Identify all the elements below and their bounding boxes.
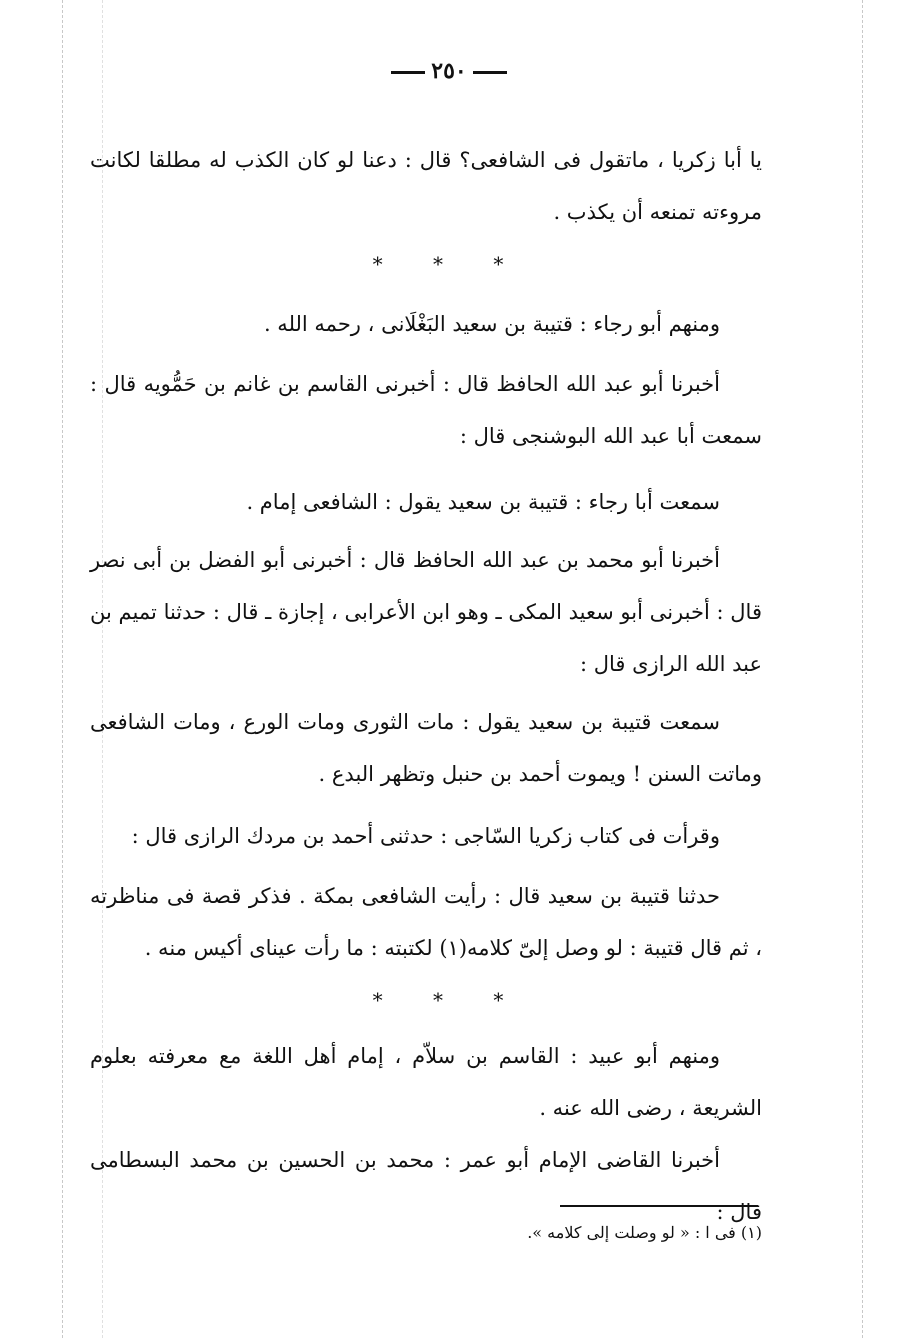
paragraph-shafii-opinion: يا أبا زكريا ، ماتقول فى الشافعى؟ قال : دعنا لو كان الكذب له مطلقا لكانت مروءته تمنعه أن يكذب . <box>90 148 762 224</box>
paragraph-qutayba-mecca: حدثنا قتيبة بن سعيد قال : رأيت الشافعى بمكة . فذكر قصة فى مناظرته ، ثم قال قتيبة : لو وصل إلىّ كلامه(١) لكتبته : ما رأت عيناى أكيس منه . <box>90 884 762 960</box>
section-separator: * * * <box>372 252 526 276</box>
header-dash-right <box>473 71 507 74</box>
paragraph-saji-isnad: وقرأت فى كتاب زكريا السّاجى : حدثنى أحمد بن مردك الرازى قال : <box>131 824 720 848</box>
paragraph-qutayba-quote-1: سمعت أبا رجاء : قتيبة بن سعيد يقول : الشافعى إمام . <box>246 490 720 514</box>
paragraph-abu-ubayd-intro: ومنهم أبو عبيد : القاسم بن سلاّم ، إمام أهل اللغة مع معرفته بعلوم الشريعة ، رضى الله عنه . <box>90 1044 762 1120</box>
page-header <box>0 58 898 84</box>
page-number: ٢٥٠ <box>431 58 467 84</box>
footnote: (١) فى ا : « لو وصلت إلى كلامه ». <box>527 1223 762 1242</box>
paragraph-qutayba-quote-2: سمعت قتيبة بن سعيد يقول : مات الثورى ومات الورع ، ومات الشافعى وماتت السنن ! ويموت أحمد بن حنبل وتظهر البدع . <box>90 710 762 786</box>
paragraph-isnad-2: أخبرنا أبو محمد بن عبد الله الحافظ قال : أخبرنى أبو الفضل بن أبى نصر قال : أخبرنى أبو سعيد المكى ـ وهو ابن الأعرابى ، إجازة ـ قال : حدثنا تميم بن عبد الله الرازى قال : <box>90 548 762 676</box>
header-dash-left <box>391 71 425 74</box>
section-separator: * * * <box>372 988 526 1012</box>
scan-guide-line-right <box>862 0 863 1338</box>
footnote-rule <box>560 1205 758 1207</box>
paragraph-isnad-3: أخبرنا القاضى الإمام أبو عمر : محمد بن الحسين بن محمد البسطامى قال : <box>90 1148 762 1224</box>
scan-guide-line-left <box>62 0 63 1338</box>
paragraph-abu-raja-intro: ومنهم أبو رجاء : قتيبة بن سعيد البَغْلَانى ، رحمه الله . <box>263 312 720 336</box>
paragraph-isnad-1: أخبرنا أبو عبد الله الحافظ قال : أخبرنى القاسم بن غانم بن حَمُّويه قال : سمعت أبا عبد الله البوشنجى قال : <box>90 372 762 448</box>
